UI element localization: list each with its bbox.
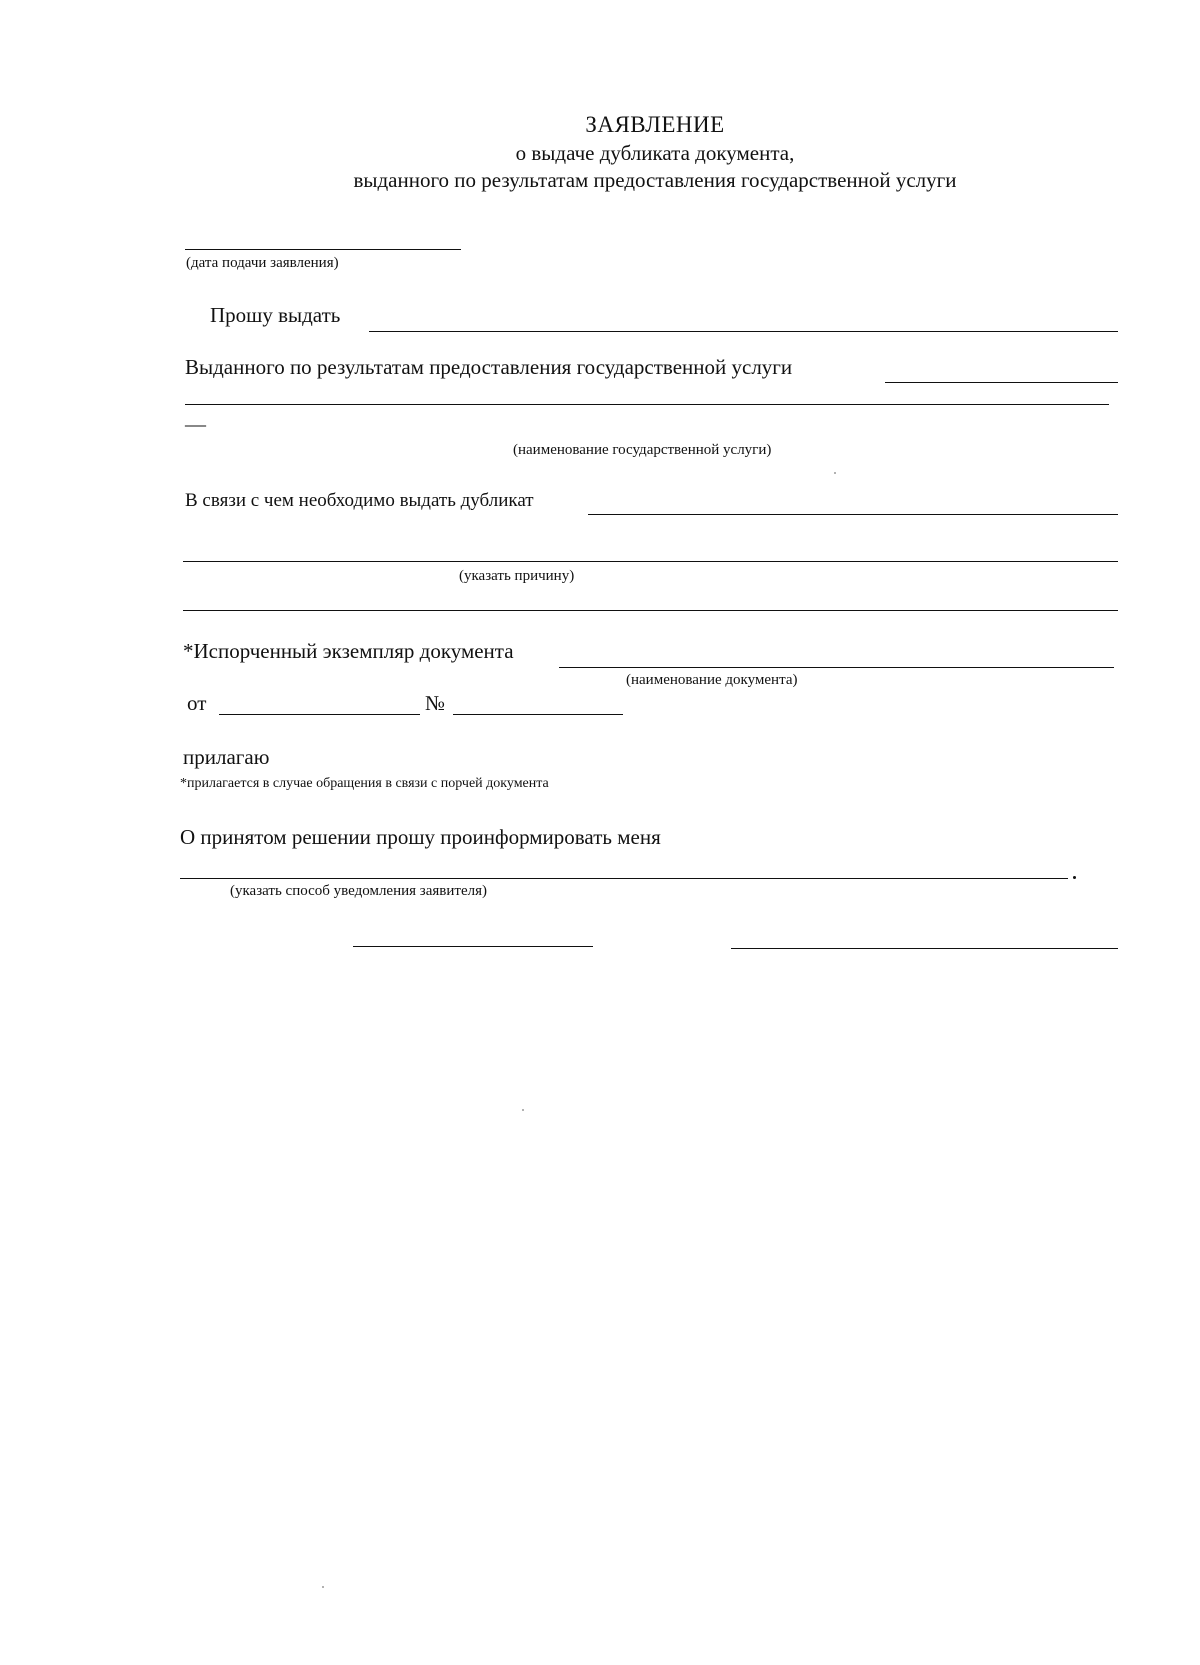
- request-document-line[interactable]: [369, 331, 1118, 332]
- issued-service-line-2[interactable]: [185, 404, 1109, 405]
- reason-label: В связи с чем необходимо выдать дубликат: [185, 490, 534, 511]
- reason-hint: (указать причину): [459, 568, 575, 584]
- issued-service-hint: (наименование государственной услуги): [513, 442, 772, 458]
- scan-speck: [522, 1109, 524, 1111]
- number-label: №: [425, 691, 446, 715]
- damaged-document-hint: (наименование документа): [626, 672, 798, 688]
- notify-label: О принятом решении прошу проинформировать меня: [180, 825, 661, 849]
- signature-line[interactable]: [353, 946, 593, 947]
- request-label: Прошу выдать: [210, 303, 341, 327]
- number-line[interactable]: [453, 714, 623, 715]
- notify-end-mark: [1073, 876, 1076, 879]
- attach-label: прилагаю: [183, 745, 270, 769]
- document-subtitle-line2: выданного по результатам предоставления государственной услуги: [353, 168, 957, 192]
- scan-speck: [834, 472, 836, 474]
- damaged-document-line[interactable]: [559, 667, 1114, 668]
- attach-footnote: *прилагается в случае обращения в связи с порчей документа: [180, 776, 549, 791]
- date-field-hint: (дата подачи заявления): [186, 255, 339, 271]
- from-date-line[interactable]: [219, 714, 420, 715]
- issued-dash: —: [185, 412, 206, 436]
- notify-method-line[interactable]: [180, 878, 1068, 879]
- reason-line-2[interactable]: [183, 561, 1118, 562]
- damaged-label: *Испорченный экземпляр документа: [183, 639, 514, 663]
- scan-speck: [322, 1586, 324, 1588]
- reason-line-1[interactable]: [588, 514, 1118, 515]
- name-line[interactable]: [731, 948, 1118, 949]
- document-title: ЗАЯВЛЕНИЕ: [585, 112, 725, 137]
- issued-label: Выданного по результатам предоставления государственной услуги: [185, 355, 793, 379]
- issued-service-line-1[interactable]: [885, 382, 1118, 383]
- date-field-line[interactable]: [185, 249, 461, 250]
- from-label: от: [187, 691, 207, 715]
- document-subtitle-line1: о выдаче дубликата документа,: [515, 141, 795, 165]
- reason-line-3[interactable]: [183, 610, 1118, 611]
- notify-hint: (указать способ уведомления заявителя): [230, 883, 487, 899]
